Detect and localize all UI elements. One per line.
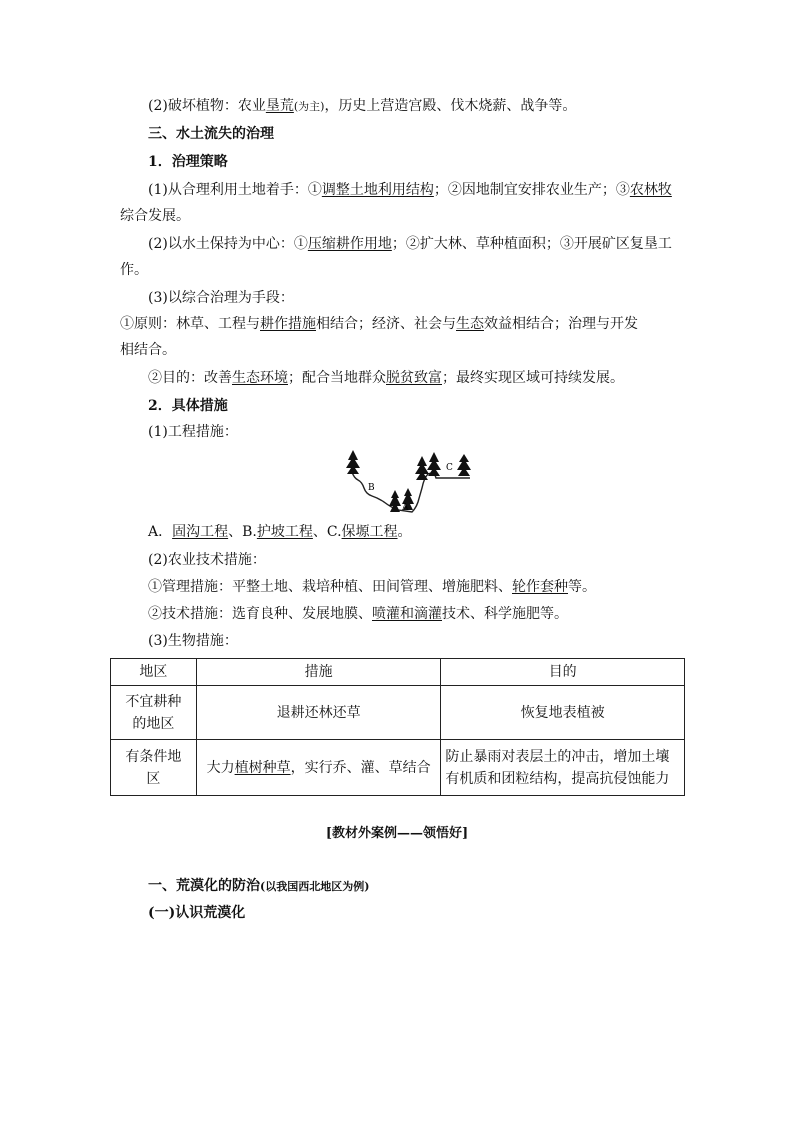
desertification-heading xyxy=(148,876,369,897)
tree-icon xyxy=(457,454,471,476)
header-cell: 目的 xyxy=(441,659,685,686)
tree-icon xyxy=(389,490,401,512)
text: 大力 xyxy=(206,759,235,776)
diagram-label-b: B xyxy=(368,483,375,493)
engineering-measures-list xyxy=(148,522,412,542)
text: 防止暴雨对表层土的冲击，增加土壤 xyxy=(445,748,670,765)
header-cell: 地区 xyxy=(111,659,197,686)
text: (2)破坏植物：农业 xyxy=(148,98,266,114)
region-cell xyxy=(111,686,197,740)
strategy-2-line-1 xyxy=(148,234,672,254)
measure-cell: 退耕还林还草 xyxy=(196,686,441,740)
text: 相结合；经济、社会与 xyxy=(316,316,456,332)
underlined-text: 脱贫致富 xyxy=(386,370,442,386)
underlined-text: 护坡工程 xyxy=(256,524,313,540)
underlined-text: 轮作套种 xyxy=(512,579,568,595)
text: 技术、科学施肥等。 xyxy=(442,606,568,622)
table-row xyxy=(111,740,685,796)
underlined-text: 垦荒 xyxy=(265,98,294,114)
engineering-measures-heading: (1)工程措施： xyxy=(148,424,238,440)
management-measures xyxy=(148,577,596,597)
strategy-2-line-2: 作。 xyxy=(120,262,148,278)
underlined-text: 农林牧 xyxy=(629,182,672,198)
paragraph-vegetation-damage xyxy=(148,96,576,117)
terrain-diagram xyxy=(340,448,480,518)
subheading-strategy: 1．治理策略 xyxy=(148,154,228,170)
text: (1)从合理利用土地着手：① xyxy=(148,182,322,198)
text: 有机质和团粒结构，提高抗侵蚀能力 xyxy=(445,770,670,787)
measure-cell xyxy=(196,740,441,796)
text: ；配合当地群众 xyxy=(288,370,386,386)
underlined-text: 植树种草 xyxy=(234,759,291,776)
desertification-subheading: (一)认识荒漠化 xyxy=(148,905,246,921)
agri-measures-heading: (2)农业技术措施： xyxy=(148,552,266,568)
region-cell xyxy=(111,740,197,796)
text: 效益相结合；治理与开发 xyxy=(484,316,638,332)
underlined-text: 生态 xyxy=(456,316,484,332)
diagram-label-c: C xyxy=(446,463,453,473)
text: ②目的：改善 xyxy=(148,370,232,386)
diagram-label-a: A xyxy=(402,503,409,513)
underlined-text: 调整土地利用结构 xyxy=(321,182,434,198)
underlined-text: 固沟工程 xyxy=(172,524,229,540)
text: (2)以水土保持为中心：① xyxy=(148,236,308,252)
text: 的地区 xyxy=(132,715,175,732)
text: ①管理措施：平整土地、栽培种植、田间管理、增施肥料、 xyxy=(148,579,512,595)
goal-line xyxy=(148,368,624,388)
text: ，历史上营造宫殿、伐木烧薪、战争等。 xyxy=(324,98,577,114)
text: 有条件地 xyxy=(125,748,182,765)
underlined-text: 生态环境 xyxy=(232,370,288,386)
text: 、B. xyxy=(228,524,257,540)
table-row xyxy=(111,686,685,740)
strategy-1-line-1 xyxy=(148,180,672,200)
underlined-text: 耕作措施 xyxy=(260,316,316,332)
text: ，实行乔、灌、草结合 xyxy=(290,759,431,776)
subheading-measures: 2．具体措施 xyxy=(148,398,228,414)
strategy-1-line-2: 综合发展。 xyxy=(120,208,190,224)
note-text: (为主) xyxy=(293,100,325,113)
strategy-3: (3)以综合治理为手段： xyxy=(148,290,294,306)
table-header-row xyxy=(111,659,685,686)
text: 、C. xyxy=(312,524,342,540)
bio-measures-table xyxy=(110,658,685,796)
text: A． xyxy=(148,524,173,540)
purpose-cell xyxy=(441,740,685,796)
tree-icon xyxy=(346,450,360,474)
tree-icon xyxy=(427,452,441,476)
text: ；②因地制宜安排农业生产；③ xyxy=(433,182,630,198)
principle-line-2: 相结合。 xyxy=(120,342,176,358)
technical-measures xyxy=(148,604,568,624)
case-section-title: [教材外案例——领悟好] xyxy=(325,826,469,841)
underlined-text: 压缩耕作用地 xyxy=(307,236,392,252)
header-cell: 措施 xyxy=(196,659,441,686)
text: 一、荒漠化的防治 xyxy=(148,878,260,894)
purpose-cell: 恢复地表植被 xyxy=(441,686,685,740)
note-text: (以我国西北地区为例) xyxy=(260,880,370,893)
underlined-text: 保塬工程 xyxy=(341,524,398,540)
text: 等。 xyxy=(568,579,596,595)
section-heading-control: 三、水土流失的治理 xyxy=(148,126,274,142)
text: ；最终实现区域可持续发展。 xyxy=(442,370,624,386)
text: ；②扩大林、草种植面积；③开展矿区复垦工 xyxy=(391,236,672,252)
text: ②技术措施：选育良种、发展地膜、 xyxy=(148,606,372,622)
principle-line-1 xyxy=(120,314,638,334)
text: 不宜耕种 xyxy=(125,693,182,710)
text: 区 xyxy=(146,770,161,787)
bio-measures-heading: (3)生物措施： xyxy=(148,633,238,649)
text: ①原则：林草、工程与 xyxy=(120,316,260,332)
text: 。 xyxy=(397,524,412,540)
underlined-text: 喷灌和滴灌 xyxy=(372,606,442,622)
